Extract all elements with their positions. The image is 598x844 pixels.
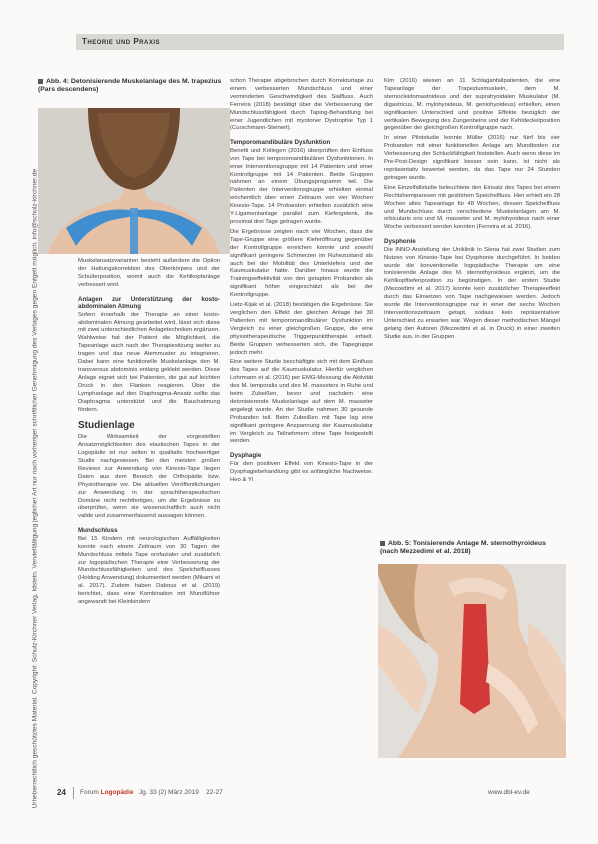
heading-studienlage: Studienlage — [78, 420, 135, 432]
col2-top-paragraph: schon Therapie abgebrochen durch Korrekturtape zu einem verbesserten Mundschluss und einer verminderten Geschwindigkeit des Sialfluss. Auch Ferreira (2018) bestätigt über die Verbesserung der Mundschlussfähigkeit durch Taping-Behandlung bei einer Jugendlichen mit myotoner Dystrophie Typ 1 (Curschmann-Steinert). — [230, 78, 373, 132]
col1-mund-paragraph: Bei 15 Kindern mit neurologischen Auffälligkeiten konnte nach einem Zeitraum von 30 Tagen der Mundschluss mittels Tape orofazialer und zusätzlich zur logopädischen Therapie eine Verbesserung der Mundschlussfähigkeiten und des Speichelflusses (Holding Anwendung) dokumentiert werden (Mikami et al. 2017). Zudem haben Dabous et al. (2019) berichtet, dass eine Kombination mit Mundführer angewandt bei Kleinkindern — [78, 535, 220, 606]
heading-dysphonie: Dysphonie — [384, 238, 416, 246]
col3-paragraph-3: Eine Einzelfallstudie beleuchtete den Einsatz des Tapes bei einem Rechtshemiparesen mit gestörtem Speichelfluss. Hier erhielt ein 28 Wochen altes Tapeanlage für 48 Wochen, dessen Speichelfluss und Mundschluss durch verschiedene Muskelanlagen am M. orbicularis oris und M. masseter und M. mylohyoideus nach einer Woche verbessert werden konnten (Ferreira et al. 2016). — [384, 184, 560, 231]
col1-costo-paragraph: Sofern innerhalb der Therapie an einer kosto-abdominalen Atmung gearbeitet wird, lässt sich diese mit zwei unterschiedlichen Anlagetechniken ergänzen. Wahlweise hat der Patient die Möglichkeit, die Tapeanlage auch nach der Therapiesitzung weiter zu tragen und das neue Atemmuster zu integrieren. Dabei kann eine funktionelle Muskelanlage den M. transversus abdominis entlang geklebt werden. Diese Anlage eignet sich bei Patienten, die gut auf leichten Druck in den Flanken reagieren. Über die Lymphanlage auf den Diaphragma-Ansatz sollte das Diaphragma unterstützt und die Bauchatmung fördern. — [78, 311, 220, 413]
copyright-notice: Urheberrechtlich geschütztes Material. Copyright: Schulz-Kirchner Verlag, Idstein. Vervielfältigung jeglicher Art nur nach vorheriger schriftlicher Genehmigung des Verlages gegen Entgelt möglich. info@schulz-kirchner.de — [31, 168, 39, 809]
figure4-caption — [38, 78, 228, 94]
col1-intro: Muskelansatzvarianten besteht außerdem die Option der Haltungskorrektion des Oberkörpers und der Schulterposition, womit auch die Kehlkopfanlage verbessert wird. — [78, 258, 220, 288]
col3-paragraph-2: In einer Pilotstudie konnte Müller (2016) nur fünf bis vier Probanden mit einer funktionellen Anlage am Mundboden zur Verbesserung der Schluckfähigkeit feststellen. Auch wenn diese im Pre-Post-Design signifikant besser sein kann, ist nicht als repräsentativ bewertet werden, da das Tape nur 24 Stunden getragen wurde. — [384, 135, 560, 181]
section-title: Theorie und Praxis — [82, 37, 161, 46]
heading-mundschluss: Mundschluss — [78, 527, 118, 535]
heading-tmd: Temporomandibuläre Dysfunktion — [230, 139, 331, 147]
back-trapezius-image — [38, 108, 230, 254]
figure5-caption-line1: Abb. 5: Tonisierende Anlage M. sternothyroideus — [388, 540, 546, 547]
col2-dys-paragraph: Für den positiven Effekt von Kinesio-Tape in der Dysphagiebehandlung gibt es anfängliche Nachweise. Heo & Yi — [230, 460, 373, 483]
figure5-caption-line2: (nach Mezzedimi et al. 2018) — [380, 548, 471, 555]
caption-bullet — [380, 541, 385, 546]
figure4-caption-line1: Abb. 4: Detonisierende Muskelanlage des M. trapezius — [46, 78, 222, 85]
caption-bullet — [38, 79, 43, 84]
col2-tmd-paragraph-4: Eine weitere Studie beschäftigte sich mit dem Einfluss des Tapes auf die Kaumuskulatur. Hierfür verglichen Lohrmann et al. (2016) per EMG-Messung die Aktivität des M. temporalis und des M. masseters in Ruhe und beim Zubeißen, bevor und nachdem eine detonisierende Muskelanlage auf dem M. masseter angelegt wurde. An der Studie nahmen 30 gesunde Probanden teil. Beim Zubeißen mit Tape lag eine signifikant geringere Anspannung der Kaumuskulatur im Vergleich zu Teilnehmern ohne Tape festgestellt werden. — [230, 359, 373, 445]
journal-pages: 22-27 — [206, 789, 223, 796]
journal-issue: Jg. 33 (2) März 2019 — [138, 789, 199, 796]
col2-tmd-paragraph-3: Lietz-Kijak et al. (2018) bestätigen die Ergebnisse. Sie verglichen den Effekt der gleichen Anlage bei 30 Patienten mit temporomandibulärer Dysfunktion im Vergleich zu einer gleichgroßen Gruppe, die eine physiotherapeutische Triggerpunkttherapie erhielt. Beide Gruppen verbesserten sich, die Tapegruppe jedoch mehr. — [230, 302, 373, 356]
journal-info — [80, 789, 223, 796]
column-2 — [230, 78, 373, 487]
heading-costo-abdominal: Anlagen zur Unterstützung der kosto-abdominalen Atmung — [78, 295, 220, 311]
website-url: www.dbl-ev.de — [488, 789, 530, 796]
footer-divider — [73, 787, 74, 799]
column-1 — [78, 258, 220, 609]
journal-brand: Logopädie — [100, 789, 134, 796]
col2-tmd-paragraph-2: Die Ergebnisse zeigten nach vier Wochen, dass die Tape-Gruppe eine größere Kieferöffnung gegenüber der Kontrollgruppe erreichen konnte und sowohl signifikant geringere Schmerzen im Ruhezustand als auch bei der Mobilität des Unterkiefers und der Kaumuskulatur hatte. Darüber hinaus wurde die Trainingseffektivität von den getapten Probanden als signifikant höher eingeschätzt als bei der Kontrollgruppe. — [230, 228, 373, 299]
page-footer — [0, 784, 598, 804]
col3-dysph-paragraph: Die INNO-Anstellung der Uniklinik in Siena hat zwei Studien zum Nutzen von Kinesio-Tape bei Dysphonie durchgeführt. In beiden wurde die konventionelle logopädische Therapie um eine tonisierende Anlage des M. sternothyroideus ergänzt, um die Kehlkopftiefenposition zu begünstigen. In der ersten Studie (Mezzedimi et al. 2017) konnte kein zusätzlicher Therapieeffekt durch das Einsetzen von Tape nachgewiesen werden. Jedoch wurde die Interventionsgruppe nur in einer der sechs Wochen Interventionszeitraum getapt, sodass kein repräsentativer Unterschied zu erwarten war. Wegen dieser methodischen Mängel gelang den Autoren (Mezzedimi et al. in Druck) in einer zweiten Studie aus, in der Gruppen — [384, 246, 560, 340]
journal-name: Forum — [80, 789, 99, 796]
col1-studien-paragraph: Die Wirksamkeit der vorgestellten Ansatzmöglichkeiten des elastischen Tapes in der Logopädie ist nur selten in qualitativ hochwertiger Studie nachgewiesen. Bei den meisten großen Reviews zur Anwendung von Kinesio-Tape liegen Daten aus dem Bereich der Orthopädie bzw. Physiotherapie vor. Die aktuellen Veröffentlichungen zur Anwendung in der sprachtherapeutischen Domäne nicht rechtfertigen, um die Ergebnisse zu überprüfen, wenn sie wissenschaftlich auch nicht valide und zusammenfassend aussagen können. — [78, 434, 220, 520]
figure4-photo — [38, 108, 230, 254]
figure5-photo — [378, 564, 566, 758]
heading-dysphagie: Dysphagie — [230, 452, 262, 460]
figure4-caption-line2: (Pars descendens) — [38, 86, 99, 93]
col3-top-paragraph: Kim (2016) wiesen an 11 Schlaganfallpatienten, die eine Tapeanlage der Trapeziusmuskeln, dem M. sternocleidomastoideus und der suprahyoidalen Muskulatur (M. digastricus, M. mylohyoideus, M. geniohyoideus) erhielten, einen signifikanten Unterschied und positive Effekte bezüglich der vertikalen Bewegung des Zungenbeins und der Kehldeckelposition gegenüber der gleichgroßen Kontrollgruppe nach. — [384, 78, 560, 132]
figure5-caption — [380, 540, 570, 556]
neck-taping-image — [378, 564, 566, 758]
page-number: 24 — [57, 788, 66, 797]
col2-tmd-paragraph-1: Benetti und Kollegen (2016) überprüften den Einfluss von Tape bei temporomandibulären Dysfunktionen. In einer Interventionsgruppe mit 14 Patienten und einer Kontrollgruppe mit 14 Patienten. Beide Gruppen nahmen an einem Übungsprogramm teil. Die Patienten der Interventionsgruppe erhielten einmal wöchentlich über einen Zeitraum von vier Wochen Kinesio-Tape. 14 Probanden erhielten zusätzlich eine Y-Ligamentanlage parallel zum Kiefergelenk, die proximal drei Tage getragen wurde. — [230, 147, 373, 225]
column-3 — [384, 78, 560, 344]
